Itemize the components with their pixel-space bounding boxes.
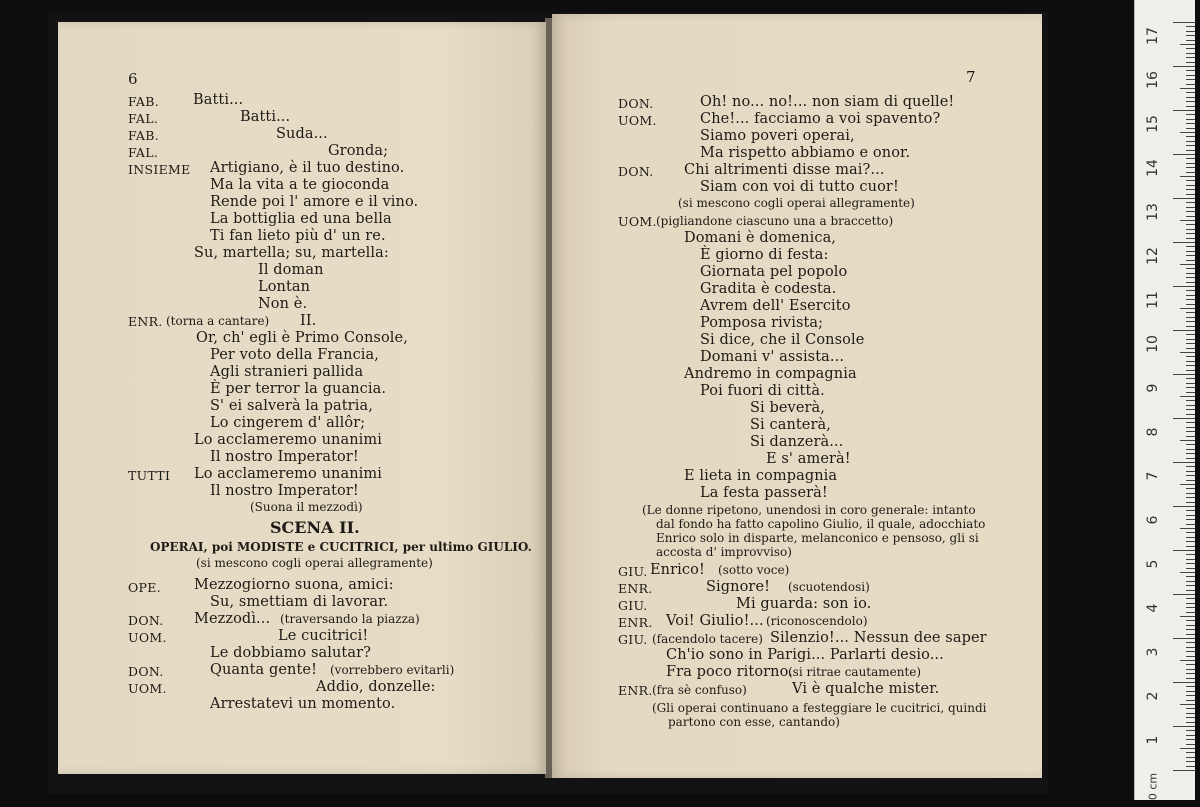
- verse-line: Signore!: [706, 579, 771, 595]
- ruler-tick: [1186, 260, 1195, 261]
- ruler-tick: [1173, 594, 1195, 595]
- ruler-tick: [1186, 40, 1195, 41]
- verse-line: Lo acclameremo unanimi: [194, 466, 382, 482]
- ruler-tick: [1186, 101, 1195, 102]
- ruler-tick: [1186, 686, 1195, 687]
- ruler-tick: [1186, 664, 1195, 665]
- ruler-tick: [1180, 704, 1195, 705]
- verse-line: Su, smettiam di lavorar.: [210, 594, 389, 610]
- ruler-tick: [1173, 726, 1195, 727]
- verse-line: Si dice, che il Console: [700, 332, 865, 348]
- speaker-label: GIU.: [618, 632, 648, 647]
- ruler-tick: [1186, 224, 1195, 225]
- ruler-tick: [1186, 26, 1195, 27]
- ruler-tick: [1186, 312, 1195, 313]
- ruler-tick: [1186, 400, 1195, 401]
- speaker-label: DON.: [128, 664, 164, 679]
- ruler-tick: [1173, 110, 1195, 111]
- stage-direction: (si mescono cogli operai allegramente): [678, 196, 915, 210]
- speaker-label: TUTTI: [128, 468, 171, 483]
- ruler-tick: [1186, 581, 1195, 582]
- ruler-tick: [1180, 352, 1195, 353]
- verse-line: Per voto della Francia,: [210, 347, 379, 363]
- stage-direction: (si ritrae cautamente): [788, 665, 922, 679]
- verse-line: Siamo poveri operai,: [700, 128, 855, 144]
- verse-line: Chi altrimenti disse mai?...: [684, 162, 885, 178]
- ruler-tick: [1186, 202, 1195, 203]
- verse-line: II.: [300, 313, 317, 329]
- ruler-tick: [1186, 211, 1195, 212]
- ruler-tick: [1186, 238, 1195, 239]
- stage-direction: (Gli operai continuano a festeggiare le cucitrici, quindi: [652, 701, 987, 715]
- ruler-tick: [1186, 673, 1195, 674]
- ruler-tick: [1186, 717, 1195, 718]
- ruler-tick: [1186, 128, 1195, 129]
- verse-line: Vi è qualche mister.: [792, 681, 940, 697]
- ruler-tick: [1186, 585, 1195, 586]
- ruler-tick: [1180, 616, 1195, 617]
- ruler-tick: [1180, 176, 1195, 177]
- verse-line: Giornata pel popolo: [700, 264, 848, 280]
- ruler-tick: [1186, 106, 1195, 107]
- ruler-tick: [1186, 334, 1195, 335]
- ruler-tick: [1180, 572, 1195, 573]
- verse-line: Lo cingerem d' allôr;: [210, 415, 366, 431]
- stage-direction: (scuotendosi): [788, 580, 870, 594]
- ruler-tick: [1186, 48, 1195, 49]
- verse-line: Silenzio!... Nessun dee saper: [770, 630, 987, 646]
- speaker-label: FAL.: [128, 145, 159, 160]
- ruler-tick: [1186, 31, 1195, 32]
- ruler-tick: [1186, 387, 1195, 388]
- speaker-label: FAB.: [128, 128, 159, 143]
- verse-line: Ti fan lieto più d' un re.: [210, 228, 386, 244]
- ruler-tick: [1186, 119, 1195, 120]
- verse-line: La festa passerà!: [700, 485, 828, 501]
- verse-line: Le cucitrici!: [278, 628, 369, 644]
- verse-line: Artigiano, è il tuo destino.: [210, 160, 405, 176]
- ruler-tick: [1186, 326, 1195, 327]
- ruler-tick: [1173, 66, 1195, 67]
- ruler-tick: [1186, 537, 1195, 538]
- verse-line: Enrico!: [650, 562, 705, 578]
- ruler-tick: [1186, 136, 1195, 137]
- verse-line: Mezzogiorno suona, amici:: [194, 577, 394, 593]
- verse-line: Che!... facciamo a voi spavento?: [700, 111, 941, 127]
- ruler-label: 11: [1145, 291, 1161, 309]
- verse-line: Fra poco ritorno.: [666, 664, 793, 680]
- verse-line: E lieta in compagnia: [684, 468, 838, 484]
- verse-line: Addio, donzelle:: [316, 679, 436, 695]
- ruler-tick: [1186, 471, 1195, 472]
- ruler-tick: [1186, 466, 1195, 467]
- ruler-tick: [1186, 475, 1195, 476]
- ruler-tick: [1186, 453, 1195, 454]
- stage-direction: (riconoscendolo): [766, 614, 868, 628]
- ruler-tick: [1186, 607, 1195, 608]
- stage-direction: (fra sè confuso): [652, 683, 747, 697]
- ruler-tick: [1186, 62, 1195, 63]
- speaker-label: DON.: [128, 613, 164, 628]
- verse-line: Voi! Giulio!...: [666, 613, 764, 629]
- ruler-tick: [1186, 92, 1195, 93]
- verse-line: Arrestatevi un momento.: [210, 696, 396, 712]
- ruler-tick: [1173, 330, 1195, 331]
- ruler-tick: [1186, 145, 1195, 146]
- speaker-label: ENR.: [128, 314, 163, 329]
- ruler-tick: [1173, 198, 1195, 199]
- speaker-label: UOM.: [128, 681, 167, 696]
- ruler-tick: [1186, 53, 1195, 54]
- ruler-tick: [1186, 172, 1195, 173]
- ruler-tick: [1186, 141, 1195, 142]
- ruler-tick: [1186, 392, 1195, 393]
- ruler-tick: [1186, 651, 1195, 652]
- ruler-tick: [1186, 194, 1195, 195]
- ruler-tick: [1186, 233, 1195, 234]
- speaker-label: INSIEME: [128, 162, 191, 177]
- speaker-label: GIU.: [618, 564, 648, 579]
- ruler-tick: [1186, 744, 1195, 745]
- ruler-tick: [1180, 440, 1195, 441]
- ruler-tick: [1186, 383, 1195, 384]
- ruler-tick: [1186, 348, 1195, 349]
- ruler-tick: [1180, 396, 1195, 397]
- speaker-label: OPE.: [128, 580, 161, 595]
- ruler-tick: [1186, 185, 1195, 186]
- ruler-tick: [1186, 541, 1195, 542]
- ruler-tick: [1186, 70, 1195, 71]
- page-number: 7: [966, 68, 976, 86]
- ruler-tick: [1186, 519, 1195, 520]
- ruler-tick: [1173, 154, 1195, 155]
- ruler-label: 4: [1145, 603, 1161, 613]
- stage-direction: (sotto voce): [718, 563, 790, 577]
- ruler-tick: [1186, 273, 1195, 274]
- ruler-tick: [1186, 255, 1195, 256]
- ruler-tick: [1180, 308, 1195, 309]
- speaker-label: GIU.: [618, 598, 648, 613]
- scene-title: SCENA II.: [270, 518, 360, 537]
- verse-line: S' ei salverà la patria,: [210, 398, 373, 414]
- verse-line: Mezzodì...: [194, 611, 271, 627]
- verse-line: Gronda;: [328, 143, 389, 159]
- ruler-tick: [1173, 682, 1195, 683]
- ruler-tick: [1186, 488, 1195, 489]
- ruler-tick: [1186, 84, 1195, 85]
- ruler-tick: [1186, 246, 1195, 247]
- ruler-tick: [1186, 427, 1195, 428]
- ruler-label: 14: [1145, 159, 1161, 177]
- ruler-label: 10: [1145, 335, 1161, 353]
- speaker-label: FAB.: [128, 94, 159, 109]
- scene-cast: OPERAI, poi MODISTE e CUCITRICI, per ultimo GIULIO.: [150, 540, 532, 554]
- ruler-tick: [1186, 700, 1195, 701]
- ruler-tick: [1186, 766, 1195, 767]
- ruler-tick: [1186, 361, 1195, 362]
- ruler-tick: [1186, 532, 1195, 533]
- ruler-tick: [1186, 625, 1195, 626]
- verse-line: Domani v' assista...: [700, 349, 845, 365]
- ruler-tick: [1186, 114, 1195, 115]
- ruler-tick: [1186, 568, 1195, 569]
- ruler-tick: [1186, 598, 1195, 599]
- ruler-tick: [1186, 321, 1195, 322]
- ruler-tick: [1173, 286, 1195, 287]
- speaker-label: DON.: [618, 96, 654, 111]
- verse-line: Quanta gente!: [210, 662, 318, 678]
- verse-line: Si danzerà...: [750, 434, 844, 450]
- verse-line: E s' amerà!: [766, 451, 851, 467]
- ruler-tick: [1186, 422, 1195, 423]
- ruler-tick: [1180, 528, 1195, 529]
- verse-line: Agli stranieri pallida: [210, 364, 364, 380]
- ruler-tick: [1186, 739, 1195, 740]
- ruler-tick: [1186, 378, 1195, 379]
- ruler-tick: [1186, 678, 1195, 679]
- ruler-tick: [1186, 57, 1195, 58]
- ruler-tick: [1186, 554, 1195, 555]
- ruler-tick: [1186, 295, 1195, 296]
- stage-direction: (facendolo tacere): [652, 632, 763, 646]
- ruler-tick: [1186, 563, 1195, 564]
- ruler-tick: [1186, 436, 1195, 437]
- ruler-tick: [1173, 22, 1195, 23]
- ruler-tick: [1173, 242, 1195, 243]
- stage-direction: (pigliandone ciascuno una a braccetto): [656, 214, 894, 228]
- ruler-tick: [1173, 770, 1195, 771]
- ruler-tick: [1180, 132, 1195, 133]
- speaker-label: UOM.: [618, 214, 657, 229]
- verse-line: Domani è domenica,: [684, 230, 837, 246]
- ruler-tick: [1186, 620, 1195, 621]
- ruler-tick: [1186, 405, 1195, 406]
- ruler-tick: [1173, 638, 1195, 639]
- ruler-tick: [1180, 264, 1195, 265]
- ruler-tick: [1186, 290, 1195, 291]
- ruler-tick: [1180, 44, 1195, 45]
- ruler-tick: [1173, 506, 1195, 507]
- ruler-tick: [1186, 97, 1195, 98]
- ruler-tick: [1186, 365, 1195, 366]
- stage-direction: (torna a cantare): [166, 314, 270, 328]
- verse-line: Gradita è codesta.: [700, 281, 837, 297]
- ruler-tick: [1186, 75, 1195, 76]
- verse-line: Oh! no... no!... non siam di quelle!: [700, 94, 955, 110]
- ruler-tick: [1186, 356, 1195, 357]
- ruler-tick: [1186, 304, 1195, 305]
- ruler-tick: [1186, 158, 1195, 159]
- verse-line: Ma la vita a te gioconda: [210, 177, 390, 193]
- stage-direction: (traversando la piazza): [280, 612, 420, 626]
- ruler-tick: [1186, 282, 1195, 283]
- ruler-label: 6: [1145, 515, 1161, 525]
- verse-line: Avrem dell' Esercito: [700, 298, 851, 314]
- stage-direction: accosta d' improvviso): [656, 545, 792, 559]
- ruler-label: 16: [1145, 71, 1161, 89]
- right-page: [552, 14, 1042, 778]
- verse-line: È giorno di festa:: [700, 247, 829, 263]
- speaker-label: UOM.: [618, 113, 657, 128]
- ruler-tick: [1186, 277, 1195, 278]
- ruler-tick: [1180, 748, 1195, 749]
- ruler-tick: [1186, 449, 1195, 450]
- ruler-tick: [1186, 370, 1195, 371]
- ruler-tick: [1186, 752, 1195, 753]
- ruler-label: 12: [1145, 247, 1161, 265]
- stage-direction: (vorrebbero evitarli): [330, 663, 455, 677]
- ruler-tick: [1186, 414, 1195, 415]
- ruler-tick: [1186, 207, 1195, 208]
- ruler-tick: [1186, 35, 1195, 36]
- ruler-tick: [1186, 497, 1195, 498]
- ruler-tick: [1186, 163, 1195, 164]
- ruler-tick: [1186, 189, 1195, 190]
- verse-line: Si canterà,: [750, 417, 831, 433]
- page-number: 6: [128, 70, 138, 88]
- stage-direction: Enrico solo in disparte, melanconico e pensoso, gli si: [656, 531, 979, 545]
- ruler-tick: [1186, 761, 1195, 762]
- ruler-label: 13: [1145, 203, 1161, 221]
- ruler-tick: [1186, 603, 1195, 604]
- ruler-tick: [1186, 515, 1195, 516]
- verse-line: Batti...: [240, 109, 291, 125]
- ruler-tick: [1186, 339, 1195, 340]
- speaker-label: DON.: [618, 164, 654, 179]
- verse-line: Mi guarda: son io.: [736, 596, 872, 612]
- verse-line: Non è.: [258, 296, 308, 312]
- ruler-tick: [1186, 647, 1195, 648]
- ruler-tick: [1186, 431, 1195, 432]
- ruler-tick: [1186, 642, 1195, 643]
- ruler-tick: [1173, 418, 1195, 419]
- ruler-tick: [1186, 343, 1195, 344]
- ruler-label: 9: [1145, 383, 1161, 393]
- ruler-tick: [1186, 669, 1195, 670]
- ruler-tick: [1186, 216, 1195, 217]
- ruler-tick: [1186, 79, 1195, 80]
- ruler-tick: [1186, 123, 1195, 124]
- ruler-label: 1: [1145, 735, 1161, 745]
- verse-line: Si beverà,: [750, 400, 826, 416]
- ruler-label: 0 cm: [1146, 772, 1160, 801]
- verse-line: Pomposa rivista;: [700, 315, 824, 331]
- ruler-tick: [1186, 695, 1195, 696]
- ruler-tick: [1186, 546, 1195, 547]
- ruler-tick: [1180, 660, 1195, 661]
- ruler-tick: [1180, 88, 1195, 89]
- verse-line: Ch'io sono in Parigi... Parlarti desio...: [666, 647, 944, 663]
- ruler-tick: [1186, 629, 1195, 630]
- speaker-label: UOM.: [128, 630, 167, 645]
- verse-line: Batti...: [193, 92, 244, 108]
- verse-line: Or, ch' egli è Primo Console,: [196, 330, 408, 346]
- speaker-label: FAL.: [128, 111, 159, 126]
- speaker-label: ENR.: [618, 683, 653, 698]
- ruler-tick: [1186, 691, 1195, 692]
- ruler-label: 3: [1145, 647, 1161, 657]
- stage-direction: dal fondo ha fatto capolino Giulio, il quale, adocchiato: [656, 517, 986, 531]
- ruler-tick: [1186, 458, 1195, 459]
- ruler-tick: [1173, 462, 1195, 463]
- verse-line: Suda...: [276, 126, 328, 142]
- verse-line: Il nostro Imperator!: [210, 483, 359, 499]
- ruler-tick: [1186, 493, 1195, 494]
- left-page: [58, 22, 546, 774]
- speaker-label: ENR.: [618, 581, 653, 596]
- verse-line: Lo acclameremo unanimi: [194, 432, 382, 448]
- ruler-tick: [1186, 229, 1195, 230]
- verse-line: Su, martella; su, martella:: [194, 245, 389, 261]
- ruler-label: 8: [1145, 427, 1161, 437]
- verse-line: Siam con voi di tutto cuor!: [700, 179, 899, 195]
- stage-direction: (Le donne ripetono, unendosi in coro generale: intanto: [642, 503, 976, 517]
- ruler-tick: [1186, 634, 1195, 635]
- verse-line: Le dobbiamo salutar?: [210, 645, 372, 661]
- ruler-tick: [1186, 502, 1195, 503]
- ruler-tick: [1180, 220, 1195, 221]
- ruler-tick: [1186, 444, 1195, 445]
- ruler-tick: [1186, 559, 1195, 560]
- verse-line: Andremo in compagnia: [684, 366, 857, 382]
- ruler-tick: [1186, 612, 1195, 613]
- ruler-tick: [1186, 180, 1195, 181]
- ruler-label: 2: [1145, 691, 1161, 701]
- ruler-tick: [1186, 713, 1195, 714]
- verse-line: Rende poi l' amore e il vino.: [210, 194, 419, 210]
- ruler-tick: [1186, 150, 1195, 151]
- verse-line: Poi fuori di città.: [700, 383, 825, 399]
- stage-direction: partono con esse, cantando): [668, 715, 840, 729]
- verse-line: Ma rispetto abbiamo e onor.: [700, 145, 911, 161]
- ruler-tick: [1186, 757, 1195, 758]
- verse-line: La bottiglia ed una bella: [210, 211, 392, 227]
- ruler-tick: [1186, 722, 1195, 723]
- ruler-tick: [1186, 251, 1195, 252]
- ruler-tick: [1186, 656, 1195, 657]
- ruler-tick: [1186, 480, 1195, 481]
- ruler-label: 15: [1145, 115, 1161, 133]
- ruler-tick: [1186, 708, 1195, 709]
- ruler-label: 17: [1145, 27, 1161, 45]
- speaker-label: ENR.: [618, 615, 653, 630]
- ruler-tick: [1186, 730, 1195, 731]
- ruler-tick: [1186, 590, 1195, 591]
- ruler-tick: [1186, 524, 1195, 525]
- ruler-tick: [1186, 735, 1195, 736]
- ruler-tick: [1173, 550, 1195, 551]
- verse-line: Lontan: [258, 279, 311, 295]
- stage-direction: (Suona il mezzodì): [250, 500, 363, 514]
- ruler-tick: [1186, 510, 1195, 511]
- ruler-tick: [1173, 374, 1195, 375]
- ruler-tick: [1186, 409, 1195, 410]
- verse-line: Il doman: [258, 262, 324, 278]
- ruler-tick: [1180, 484, 1195, 485]
- ruler-label: 5: [1145, 559, 1161, 569]
- ruler-tick: [1186, 317, 1195, 318]
- measuring-ruler: [1134, 0, 1195, 800]
- ruler-label: 7: [1145, 471, 1161, 481]
- verse-line: Il nostro Imperator!: [210, 449, 359, 465]
- ruler-tick: [1186, 268, 1195, 269]
- scene-direction: (si mescono cogli operai allegramente): [196, 556, 433, 570]
- ruler-tick: [1186, 299, 1195, 300]
- verse-line: È per terror la guancia.: [210, 381, 387, 397]
- ruler-tick: [1186, 167, 1195, 168]
- ruler-tick: [1186, 576, 1195, 577]
